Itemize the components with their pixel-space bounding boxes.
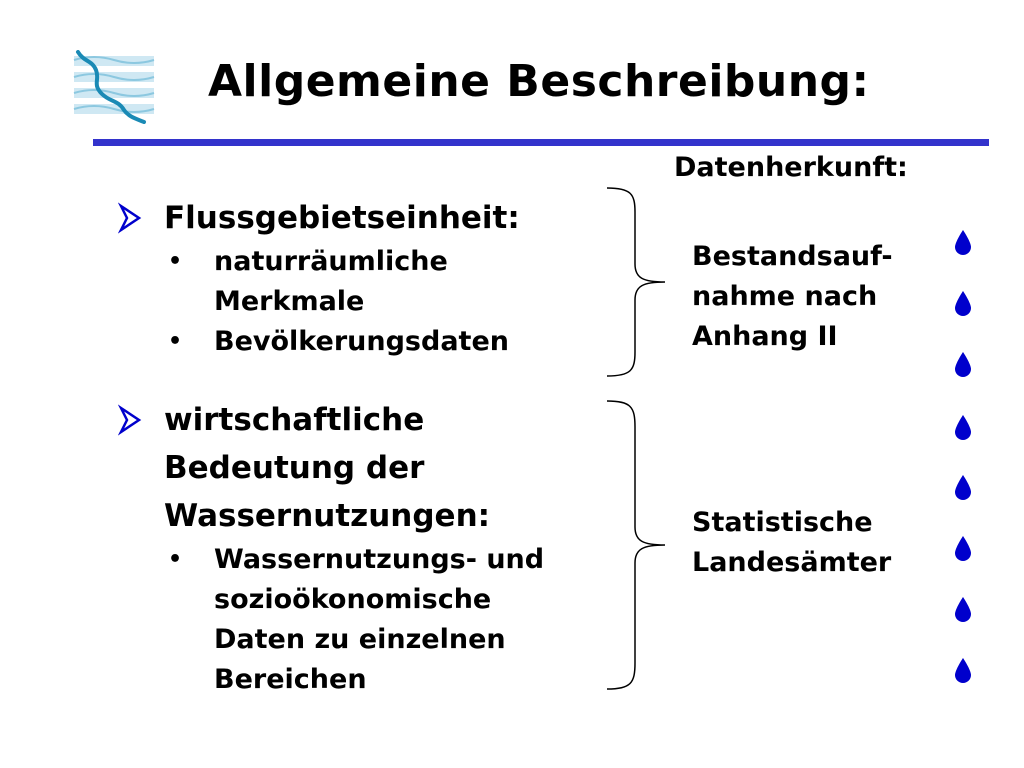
list-item-line: Bereichen [214,664,367,695]
water-drop-icon [952,228,974,256]
section-water-use [112,396,544,700]
water-drop-icon [952,350,974,378]
section-heading [112,396,544,540]
section-heading-line: Bedeutung der [164,450,425,486]
curly-brace-icon [605,399,667,691]
list-item-line: Bevölkerungsdaten [214,326,509,357]
source-annex-ii [692,237,893,357]
water-drop-icon [952,413,974,441]
list-item [112,242,520,322]
source-line: Anhang II [692,321,838,352]
bullet-marker: • [168,547,183,572]
section-heading-line: Flussgebietseinheit: [164,200,520,236]
water-drop-icon [952,595,974,623]
title-divider [93,139,989,146]
data-source-heading: Datenherkunft: [674,152,908,183]
slide-title: Allgemeine Beschreibung: [208,56,870,107]
source-statistics-offices [692,503,891,583]
river-map-logo-icon [72,50,156,124]
section-heading [112,194,520,242]
arrow-bullet-icon [118,202,142,234]
list-item-line: sozioökonomische [214,584,492,615]
list-item-line: naturräumliche [214,246,448,277]
water-drop-icon [952,289,974,317]
source-line: nahme nach [692,281,878,312]
list-item [112,540,544,700]
list-item-line: Daten zu einzelnen [214,624,506,655]
source-line: Landesämter [692,547,892,578]
source-line: Statistische [692,507,873,538]
list-item-line: Wassernutzungs- und [214,544,545,575]
list-item-line: Merkmale [214,286,365,317]
source-line: Bestandsauf- [692,241,893,272]
section-river-basin [112,194,520,362]
water-drop-icon [952,473,974,501]
section-heading-line: wirtschaftliche [164,402,425,438]
water-drop-icon [952,534,974,562]
curly-brace-icon [605,186,667,378]
bullet-marker: • [168,249,183,274]
section-heading-line: Wassernutzungen: [164,498,491,534]
water-drop-icon [952,656,974,684]
bullet-marker: • [168,329,183,354]
arrow-bullet-icon [118,404,142,436]
list-item [112,322,520,362]
